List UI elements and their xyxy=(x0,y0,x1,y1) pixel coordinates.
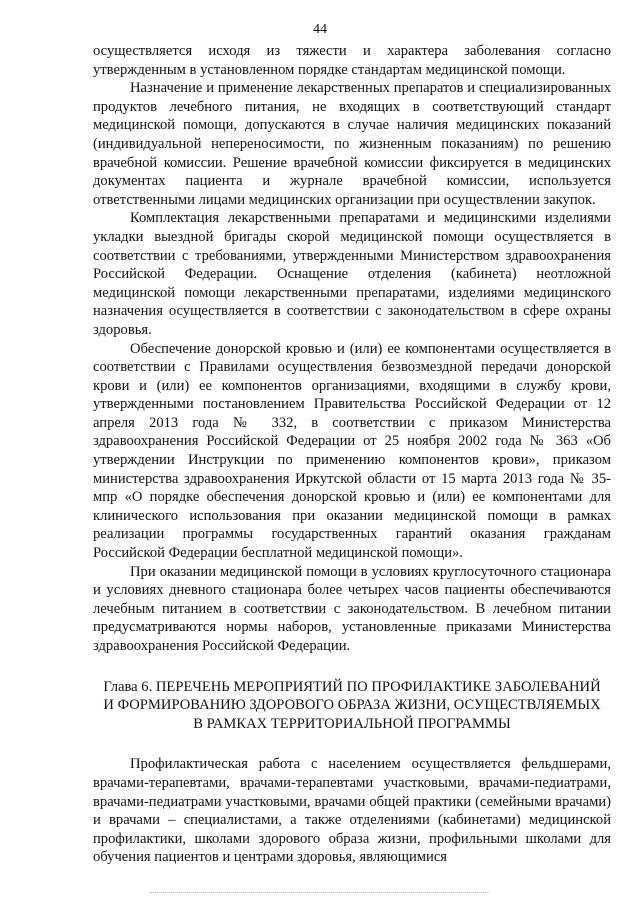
page-number: 44 xyxy=(313,22,327,37)
paragraph-drug-prescription: Назначение и применение лекарственных препаратов и специализированных продуктов лечебного питания, не входящих в соответствующий стандарт медицинской помощи, допускаются в случае наличия медицинских показаний (индивидуальной непереносимости, по жизненным показаниям) по решению врачебной комиссии. Решение врачебной комиссии фиксируется в медицинских документах пациента и журнале врачебной комиссии, используется ответственными лицами медицинских организации при осуществлении закупок. xyxy=(93,80,611,208)
spacer xyxy=(93,733,611,755)
chapter-heading-line: В РАМКАХ ТЕРРИТОРИАЛЬНОЙ ПРОГРАММЫ xyxy=(193,715,511,732)
bottom-divider xyxy=(150,892,490,893)
chapter-heading-line: И ФОРМИРОВАНИЮ ЗДОРОВОГО ОБРАЗА ЖИЗНИ, ОСУЩЕСТВЛЯЕМЫХ xyxy=(103,697,601,714)
document-body xyxy=(93,42,611,867)
paragraph-clinical-nutrition: При оказании медицинской помощи в условиях круглосуточного стационара и условиях дневного стационара более четырех часов пациенты обеспечиваются лечебным питанием в соответствии с законодательством. В лечебном питании предусматриваются нормы наборов, установленные приказами Министерства здравоохранения Российской Федерации. xyxy=(93,563,611,654)
chapter-heading xyxy=(93,678,611,734)
paragraph-prevention-work: Профилактическая работа с населением осуществляется фельдшерами, врачами-терапевтами, врачами-терапевтами участковыми, врачами-педиатрами, врачами-педиатрами участковыми, врачами общей практики (семейными врачами) и врачами – специалистами, а также отделениями (кабинетами) медицинской профилактики, школами здорового образа жизни, профильными школами для обучения пациентов и центрами здоровья, являющимися xyxy=(93,756,611,866)
chapter-heading-line: Глава 6. ПЕРЕЧЕНЬ МЕРОПРИЯТИЙ ПО ПРОФИЛАКТИКЕ ЗАБОЛЕВАНИЙ xyxy=(103,678,601,695)
paragraph-continuation: осуществляется исходя из тяжести и характера заболевания согласно утвержденным в установленном порядке стандартам медицинской помощи. xyxy=(93,43,611,78)
paragraph-donor-blood: Обеспечение донорской кровью и (или) ее компонентами осуществляется в соответствии с Правилами осуществления безвозмездной передачи донорской крови и (или) ее компонентов организациями, входящими в службу крови, утвержденными постановлением Правительства Российской Федерации от 12 апреля 2013 года № 332, в соответствии с приказом Министерства здравоохранения Российской Федерации от 25 ноября 2002 года № 363 «Об утверждении Инструкции по применению компонентов крови», приказом министерства здравоохранения Иркутской области от 15 марта 2013 года № 35-мпр «О порядке обеспечения донорской кровью и (или) ее компонентами для клинического использования при оказании медицинской помощи в рамках реализации программы государственных гарантий оказания гражданам Российской Федерации бесплатной медицинской помощи». xyxy=(93,340,611,562)
paragraph-ambulance-kit: Комплектация лекарственными препаратами и медицинскими изделиями укладки выездной бригады скорой медицинской помощи осуществляется в соответствии с требованиями, утвержденными Министерством здравоохранения Российской Федерации. Оснащение отделения (кабинета) неотложной медицинской помощи лекарственными препаратами, изделиями медицинского назначения осуществляется в соответствии с законодательством в сфере охраны здоровья. xyxy=(93,210,611,338)
